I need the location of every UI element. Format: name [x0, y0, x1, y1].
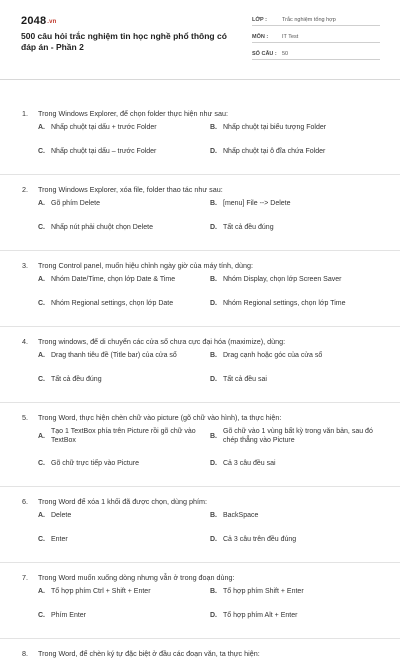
- meta-row-class: [252, 12, 380, 26]
- option-text: Nhấp chuột tại biểu tượng Folder: [223, 124, 327, 131]
- option-text: Drag thanh tiêu đề (Title bar) của cửa sổ: [51, 352, 177, 359]
- option-c[interactable]: [38, 299, 210, 323]
- option-text: Nhóm Date/Time, chọn lớp Date & Time: [51, 276, 176, 283]
- option-d[interactable]: [210, 299, 390, 323]
- option-b[interactable]: [210, 511, 390, 535]
- logo-text: 2048: [21, 15, 47, 27]
- option-letter: A.: [38, 352, 45, 359]
- question-prompt: Trong Word, để chèn ký tự đặc biệt ở đầu các đoạn văn, ta thực hiện:: [38, 649, 260, 658]
- option-text: Delete: [51, 512, 72, 519]
- option-letter: C.: [38, 224, 45, 231]
- option-b[interactable]: [210, 587, 390, 611]
- option-text: [menu] File --> Delete: [223, 200, 291, 207]
- option-letter: B.: [210, 588, 217, 595]
- meta-value: Trắc nghiệm tổng hợp: [282, 17, 336, 23]
- option-text: Cả 3 câu trên đều đúng: [223, 536, 297, 543]
- option-a[interactable]: [38, 351, 210, 375]
- option-text: Phím Enter: [51, 612, 87, 619]
- question-text: [0, 109, 400, 123]
- option-text: Enter: [51, 536, 68, 543]
- option-letter: B.: [210, 352, 217, 359]
- question-2: [0, 185, 400, 247]
- option-text: Tất cả đều đúng: [223, 224, 274, 231]
- meta-row-subject: [252, 29, 380, 43]
- header-divider: [0, 79, 400, 80]
- question-3: [0, 261, 400, 323]
- question-text: [0, 573, 400, 587]
- option-letter: B.: [210, 200, 217, 207]
- option-b[interactable]: [210, 427, 390, 459]
- option-a[interactable]: [38, 199, 210, 223]
- option-letter: D.: [210, 460, 217, 467]
- question-5: [0, 413, 400, 483]
- question-separator: [0, 486, 400, 487]
- question-separator: [0, 250, 400, 251]
- question-4: [0, 337, 400, 399]
- document-title: 500 câu hỏi trắc nghiệm tin học nghề phổ thông có đáp án - Phần 2: [21, 31, 227, 52]
- option-letter: A.: [38, 433, 45, 440]
- question-number: 1.: [22, 109, 28, 118]
- question-prompt: Trong windows, để di chuyển các cửa sổ chưa cực đại hóa (maximize), dùng:: [38, 337, 286, 346]
- question-7: [0, 573, 400, 635]
- option-text: Drag cạnh hoặc góc của cửa sổ: [223, 352, 323, 359]
- question-separator: [0, 562, 400, 563]
- question-text: [0, 261, 400, 275]
- option-text: Tổ hợp phím Shift + Enter: [223, 588, 304, 595]
- option-b[interactable]: [210, 351, 390, 375]
- answer-options: [0, 351, 400, 399]
- option-a[interactable]: [38, 123, 210, 147]
- option-a[interactable]: [38, 427, 210, 459]
- option-text: Gõ phím Delete: [51, 200, 101, 207]
- question-6: [0, 497, 400, 559]
- option-c[interactable]: [38, 459, 210, 483]
- option-c[interactable]: [38, 611, 210, 635]
- question-prompt: Trong Word để xóa 1 khối đã được chọn, dùng phím:: [38, 497, 207, 506]
- option-letter: C.: [38, 376, 45, 383]
- option-letter: B.: [210, 276, 217, 283]
- question-text: [0, 185, 400, 199]
- option-d[interactable]: [210, 611, 390, 635]
- site-logo[interactable]: [21, 15, 57, 27]
- option-text: Gõ chữ trực tiếp vào Picture: [51, 460, 139, 467]
- question-separator: [0, 174, 400, 175]
- question-8: [0, 649, 400, 663]
- option-letter: C.: [38, 148, 45, 155]
- option-letter: D.: [210, 612, 217, 619]
- option-letter: D.: [210, 224, 217, 231]
- option-b[interactable]: [210, 275, 390, 299]
- option-letter: B.: [210, 512, 217, 519]
- option-text: Gõ chữ vào 1 vùng bất kỳ trong văn bản, sau đó chép thẳng vào Picture: [223, 428, 373, 444]
- option-letter: B.: [210, 433, 217, 440]
- question-prompt: Trong Control panel, muốn hiệu chỉnh ngày giờ của máy tính, dùng:: [38, 261, 254, 270]
- option-text: Tất cả đều đúng: [51, 376, 102, 383]
- option-text: Nhấp chuột tại dấu + trước Folder: [51, 124, 157, 131]
- option-text: Nhóm Display, chọn lớp Screen Saver: [223, 276, 342, 283]
- option-letter: A.: [38, 124, 45, 131]
- option-d[interactable]: [210, 147, 390, 171]
- option-a[interactable]: [38, 275, 210, 299]
- answer-options: [0, 199, 400, 247]
- option-letter: D.: [210, 376, 217, 383]
- meta-value: 50: [282, 51, 289, 57]
- option-letter: B.: [210, 124, 217, 131]
- answer-options: [0, 587, 400, 635]
- meta-key: SỐ CÂU :: [252, 51, 277, 57]
- question-number: 5.: [22, 413, 28, 422]
- option-letter: A.: [38, 200, 45, 207]
- question-number: 3.: [22, 261, 28, 270]
- option-letter: C.: [38, 612, 45, 619]
- question-text: [0, 497, 400, 511]
- option-letter: C.: [38, 460, 45, 467]
- question-list: [0, 104, 400, 663]
- option-letter: A.: [38, 276, 45, 283]
- option-letter: C.: [38, 300, 45, 307]
- question-1: [0, 109, 400, 171]
- question-prompt: Trong Windows Explorer, để chọn folder thực hiện như sau:: [38, 109, 228, 118]
- option-d[interactable]: [210, 459, 390, 483]
- question-number: 7.: [22, 573, 28, 582]
- logo-suffix: .vn: [47, 19, 57, 25]
- answer-options: [0, 427, 400, 483]
- option-a[interactable]: [38, 587, 210, 611]
- option-c[interactable]: [38, 147, 210, 171]
- meta-key: MÔN :: [252, 34, 269, 40]
- meta-value: IT Test: [282, 34, 299, 40]
- question-prompt: Trong Word muốn xuống dòng nhưng vẫn ở trong đoạn dùng:: [38, 573, 235, 582]
- option-text: Nhấp nút phải chuột chọn Delete: [51, 224, 153, 231]
- question-separator: [0, 402, 400, 403]
- option-d[interactable]: [210, 375, 390, 399]
- question-prompt: Trong Windows Explorer, xóa file, folder thao tác như sau:: [38, 185, 223, 194]
- answer-options: [0, 275, 400, 323]
- option-text: Nhóm Regional settings, chọn lớp Time: [223, 300, 346, 307]
- option-c[interactable]: [38, 375, 210, 399]
- question-number: 2.: [22, 185, 28, 194]
- meta-info: [252, 12, 380, 63]
- option-letter: D.: [210, 300, 217, 307]
- option-b[interactable]: [210, 199, 390, 223]
- question-separator: [0, 638, 400, 639]
- option-letter: C.: [38, 536, 45, 543]
- option-text: Tổ hợp phím Alt + Enter: [223, 612, 298, 619]
- option-text: Nhóm Regional settings, chọn lớp Date: [51, 300, 174, 307]
- option-d[interactable]: [210, 535, 390, 559]
- option-letter: D.: [210, 536, 217, 543]
- option-c[interactable]: [38, 535, 210, 559]
- question-number: 8.: [22, 649, 28, 658]
- answer-options: [0, 511, 400, 559]
- option-a[interactable]: [38, 511, 210, 535]
- answer-options: [0, 123, 400, 171]
- option-text: Nhấp chuột tại dấu – trước Folder: [51, 148, 157, 155]
- meta-row-count: [252, 46, 380, 60]
- option-letter: A.: [38, 512, 45, 519]
- option-letter: D.: [210, 148, 217, 155]
- option-b[interactable]: [210, 123, 390, 147]
- option-c[interactable]: [38, 223, 210, 247]
- question-number: 6.: [22, 497, 28, 506]
- option-text: Nhấp chuột tại ô đĩa chứa Folder: [223, 148, 326, 155]
- question-text: [0, 413, 400, 427]
- option-text: BackSpace: [223, 512, 259, 519]
- question-text: [0, 649, 400, 663]
- option-text: Tất cả đều sai: [223, 376, 267, 383]
- meta-key: LỚP :: [252, 17, 267, 23]
- option-text: Tổ hợp phím Ctrl + Shift + Enter: [51, 588, 151, 595]
- question-text: [0, 337, 400, 351]
- question-prompt: Trong Word, thực hiện chèn chữ vào picture (gõ chữ vào hình), ta thực hiện:: [38, 413, 282, 422]
- option-text: Cả 3 câu đều sai: [223, 460, 276, 467]
- option-letter: A.: [38, 588, 45, 595]
- question-number: 4.: [22, 337, 28, 346]
- option-d[interactable]: [210, 223, 390, 247]
- document-header: [0, 0, 400, 70]
- option-text: Tạo 1 TextBox phía trên Picture rồi gõ chữ vào TextBox: [51, 428, 196, 444]
- question-separator: [0, 326, 400, 327]
